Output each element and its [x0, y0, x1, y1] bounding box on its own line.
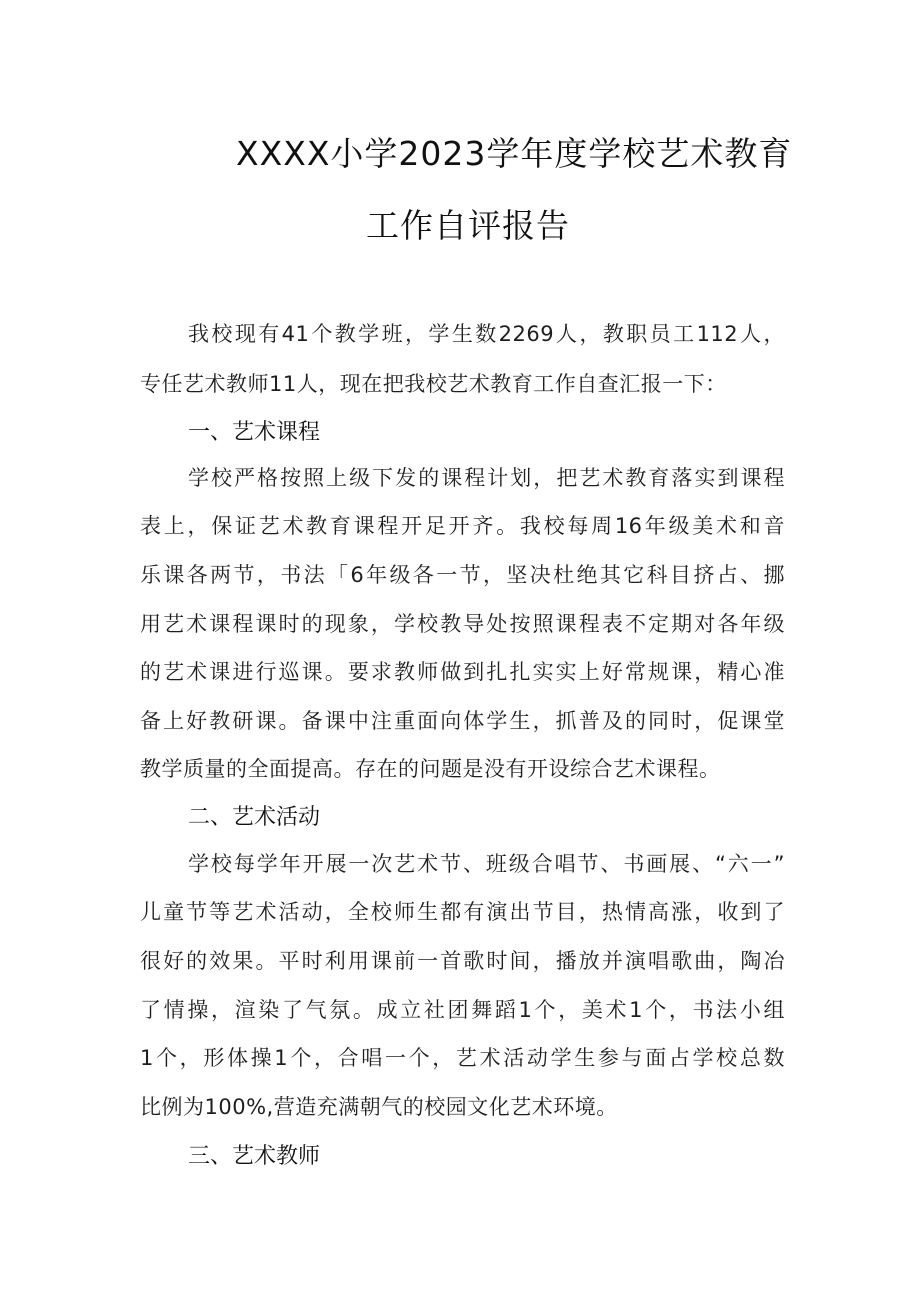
- paragraph-line: 比例为100%,营造充满朝气的校园文化艺术环境。: [140, 1095, 618, 1119]
- paragraph-line: 儿童节等艺术活动，全校师生都有演出节目，热情高涨，收到了: [140, 900, 785, 924]
- section-heading-courses: 一、艺术课程: [188, 420, 321, 445]
- paragraph-line: 用艺术课程课时的现象，学校教导处按照课程表不定期对各年级: [140, 612, 785, 636]
- paragraph-line: 很好的效果。平时利用课前一首歌时间，播放并演唱歌曲，陶冶: [140, 949, 785, 973]
- paragraph-line: 备上好教研课。备课中注重面向体学生，抓普及的同时，促课堂: [140, 709, 785, 733]
- document-title-line2: 工作自评报告: [366, 206, 570, 245]
- section-heading-teachers: 三、艺术教师: [188, 1144, 321, 1169]
- paragraph-line: 学校每学年开展一次艺术节、班级合唱节、书画展、“六一”: [188, 852, 785, 876]
- paragraph-line: 1个，形体操1个，合唱一个，艺术活动学生参与面占学校总数: [140, 1046, 785, 1070]
- paragraph-line: 乐课各两节，书法「6年级各一节，坚决杜绝其它科目挤占、挪: [140, 563, 785, 587]
- paragraph-line: 的艺术课进行巡课。要求教师做到扎扎实实上好常规课，精心准: [140, 660, 785, 684]
- document-title-line1: XXXX小学2023学年度学校艺术教育: [236, 134, 793, 173]
- paragraph-line: 了情操，渲染了气氛。成立社团舞蹈1个，美术1个，书法小组: [140, 998, 785, 1022]
- intro-line: 专任艺术教师11人，现在把我校艺术教育工作自查汇报一下：: [140, 372, 727, 396]
- paragraph-line: 学校严格按照上级下发的课程计划，把艺术教育落实到课程: [188, 466, 785, 490]
- paragraph-line: 表上，保证艺术教育课程开足开齐。我校每周16年级美术和音: [140, 514, 785, 538]
- intro-line: 我校现有41个教学班，学生数2269人，教职员工112人，: [188, 322, 785, 346]
- section-heading-activities: 二、艺术活动: [188, 805, 321, 830]
- paragraph-line: 教学质量的全面提高。存在的问题是没有开设综合艺术课程。: [140, 757, 721, 781]
